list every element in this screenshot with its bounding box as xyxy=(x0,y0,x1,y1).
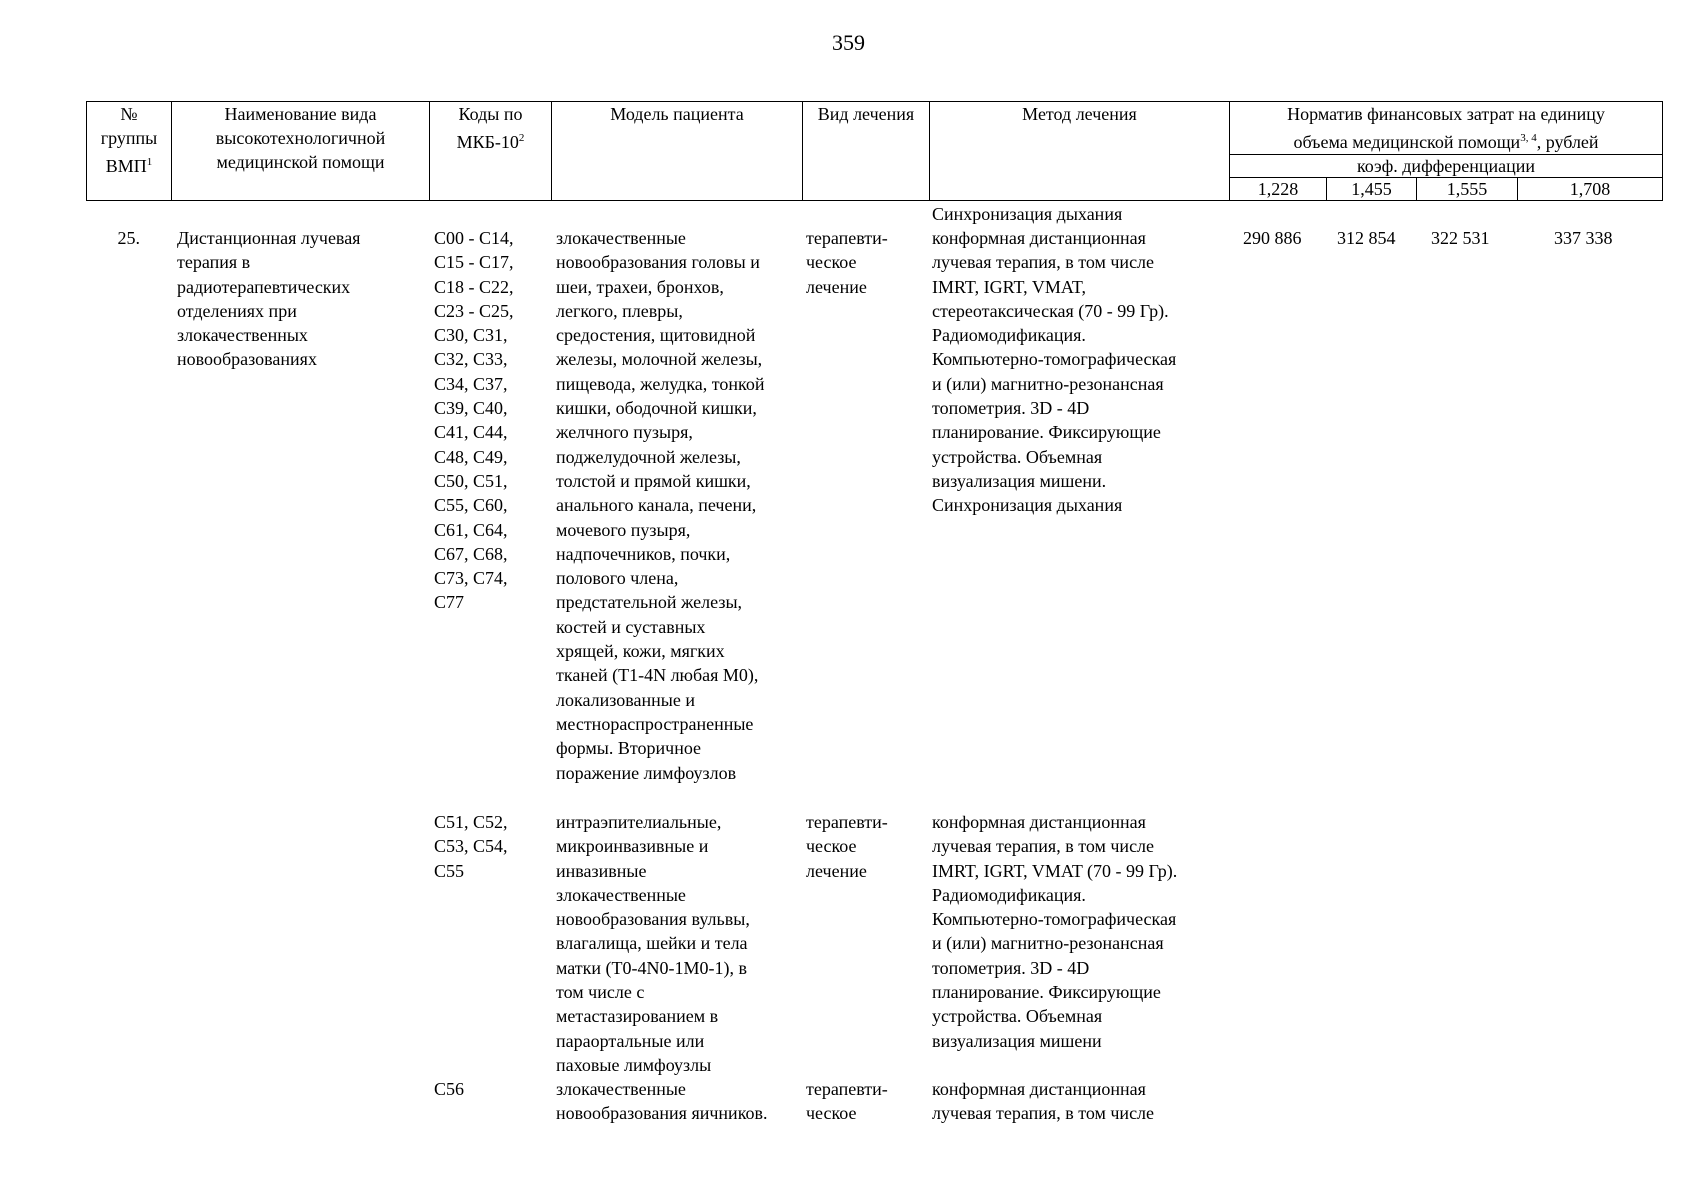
text-line: надпочечников, почки, xyxy=(556,543,731,564)
text-line: поджелудочной железы, xyxy=(556,446,741,467)
text-line: полового члена, xyxy=(556,568,679,589)
table-header xyxy=(86,101,1663,201)
text-line: новообразования вульвы, xyxy=(556,909,750,930)
row-treatment-method xyxy=(932,810,1177,1053)
row-cost-1: 290 886 xyxy=(1243,228,1302,248)
text-line: микроинвазивные и xyxy=(556,836,709,857)
row-treatment-type xyxy=(806,810,888,883)
text-line: желчного пузыря, xyxy=(556,422,693,443)
text-line: том числе с xyxy=(556,982,645,1003)
row-cost-2: 312 854 xyxy=(1337,228,1396,248)
text-line: C23 - C25, xyxy=(434,300,514,321)
text-line: шеи, трахеи, бронхов, xyxy=(556,276,724,297)
text-line: устройства. Объемная xyxy=(932,1006,1103,1027)
text-line: планирование. Фиксирующие xyxy=(932,422,1161,443)
header-cost-norm: Норматив финансовых затрат на единицу объема медицинской помощи$^{3, 4}$, рублей xyxy=(1230,102,1663,155)
text-line: C32, C33, xyxy=(434,349,508,370)
text-line: C55, C60, xyxy=(434,495,508,516)
row-treatment-method xyxy=(932,226,1176,518)
text-line: злокачественные xyxy=(556,1079,686,1099)
text-line: злокачественных xyxy=(177,325,308,346)
text-line: терапевти- xyxy=(806,1079,888,1099)
text-line: топометрия. 3D - 4D xyxy=(932,398,1090,419)
text-line: анального канала, печени, xyxy=(556,495,757,516)
text-line: поражение лимфоузлов xyxy=(556,762,737,783)
text-line: C30, C31, xyxy=(434,325,508,346)
text-line: локализованные и xyxy=(556,689,695,710)
text-line: метастазированием в xyxy=(556,1006,719,1027)
text-line: Синхронизация дыхания xyxy=(932,495,1123,516)
text-line: средостения, щитовидной xyxy=(556,325,756,346)
text-line: C77 xyxy=(434,592,465,613)
row-patient-model xyxy=(556,226,765,785)
header-coef-2: 1,455 xyxy=(1327,178,1417,201)
header-coef-1: 1,228 xyxy=(1230,178,1327,201)
text-line: C51, C52, xyxy=(434,812,508,832)
text-line: конформная дистанционная xyxy=(932,812,1146,832)
text-line: лучевая терапия, в том числе xyxy=(932,1103,1155,1124)
text-line: злокачественные xyxy=(556,228,686,248)
text-line: пищевода, желудка, тонкой xyxy=(556,373,765,394)
text-line: ческое xyxy=(806,252,857,273)
text-line: лучевая терапия, в том числе xyxy=(932,836,1155,857)
text-line: терапевти- xyxy=(806,228,888,248)
text-line: топометрия. 3D - 4D xyxy=(932,957,1090,978)
header-patient-model: Модель пациента xyxy=(552,102,803,201)
text-line: C18 - C22, xyxy=(434,276,514,297)
text-line: новообразованиях xyxy=(177,349,317,370)
text-line: радиотерапевтических xyxy=(177,276,351,297)
row-treatment-type xyxy=(806,226,888,299)
text-line: лучевая терапия, в том числе xyxy=(932,252,1155,273)
text-line: легкого, плевры, xyxy=(556,300,683,321)
text-line: C73, C74, xyxy=(434,568,508,589)
text-line: ческое xyxy=(806,836,857,857)
row-cost-3: 322 531 xyxy=(1431,228,1490,248)
text-line: Дистанционная лучевая xyxy=(177,228,361,248)
row-icd-codes xyxy=(434,810,508,883)
text-line: инвазивные xyxy=(556,860,647,881)
text-line: отделениях при xyxy=(177,300,297,321)
text-line: паховые лимфоузлы xyxy=(556,1054,712,1075)
text-line: терапевти- xyxy=(806,812,888,832)
text-line: формы. Вторичное xyxy=(556,738,702,759)
text-line: лечение xyxy=(806,860,867,881)
text-line: новообразования яичников. xyxy=(556,1103,768,1124)
text-line: Компьютерно-томографическая xyxy=(932,349,1177,370)
header-group-number: № группы ВМП$^1$ xyxy=(87,102,172,201)
text-line: IMRT, IGRT, VMAT, xyxy=(932,276,1087,297)
text-line: Радиомодификация. xyxy=(932,325,1086,346)
row-treatment-method xyxy=(932,1077,1154,1126)
text-line: Компьютерно-томографическая xyxy=(932,909,1177,930)
text-line: конформная дистанционная xyxy=(932,1079,1146,1099)
text-line: планирование. Фиксирующие xyxy=(932,982,1161,1003)
header-coef-label: коэф. дифференциации xyxy=(1230,155,1663,178)
header-coef-3: 1,555 xyxy=(1417,178,1518,201)
text-line: предстательной железы, xyxy=(556,592,743,613)
header-care-name: Наименование вида высокотехнологичной медицинской помощи xyxy=(172,102,430,201)
text-line: устройства. Объемная xyxy=(932,446,1103,467)
header-treatment-type: Вид лечения xyxy=(803,102,930,201)
row-method-continued: Синхронизация дыхания xyxy=(932,204,1123,224)
header-treatment-method: Метод лечения xyxy=(930,102,1230,201)
text-line: параортальные или xyxy=(556,1030,705,1051)
row-icd-codes xyxy=(434,226,514,615)
text-line: Радиомодификация. xyxy=(932,884,1086,905)
text-line: ческое xyxy=(806,1103,857,1124)
text-line: матки (T0-4N0-1M0-1), в xyxy=(556,957,748,978)
text-line: и (или) магнитно-резонансная xyxy=(932,933,1164,954)
text-line: лечение xyxy=(806,276,867,297)
text-line: тканей (T1-4N любая M0), xyxy=(556,665,759,686)
row-icd-codes xyxy=(434,1077,464,1101)
row-number: 25. xyxy=(117,228,140,248)
text-line: C41, C44, xyxy=(434,422,508,443)
text-line: новообразования головы и xyxy=(556,252,760,273)
text-line: интраэпителиальные, xyxy=(556,812,722,832)
text-line: IMRT, IGRT, VMAT (70 - 99 Гр). xyxy=(932,860,1178,881)
text-line: C15 - C17, xyxy=(434,252,514,273)
text-line: костей и суставных xyxy=(556,616,706,637)
text-line: влагалища, шейки и тела xyxy=(556,933,748,954)
text-line: злокачественные xyxy=(556,884,686,905)
text-line: C56 xyxy=(434,1079,465,1099)
text-line: стереотаксическая (70 - 99 Гр). xyxy=(932,300,1169,321)
text-line: конформная дистанционная xyxy=(932,228,1146,248)
text-line: терапия в xyxy=(177,252,251,273)
text-line: C39, C40, xyxy=(434,398,508,419)
text-line: толстой и прямой кишки, xyxy=(556,470,751,491)
text-line: C34, C37, xyxy=(434,373,508,394)
text-line: C00 - C14, xyxy=(434,228,514,248)
text-line: визуализация мишени xyxy=(932,1030,1102,1051)
text-line: C67, C68, xyxy=(434,543,508,564)
text-line: визуализация мишени. xyxy=(932,470,1107,491)
header-coef-4: 1,708 xyxy=(1518,178,1663,201)
text-line: C61, C64, xyxy=(434,519,508,540)
text-line: C48, C49, xyxy=(434,446,508,467)
row-care-name xyxy=(177,226,360,372)
text-line: C55 xyxy=(434,860,465,881)
text-line: мочевого пузыря, xyxy=(556,519,691,540)
page-number: 359 xyxy=(832,30,865,55)
text-line: и (или) магнитно-резонансная xyxy=(932,373,1164,394)
text-line: хрящей, кожи, мягких xyxy=(556,641,725,662)
row-patient-model xyxy=(556,810,750,1077)
row-treatment-type xyxy=(806,1077,888,1126)
header-icd-codes: Коды по МКБ-$10^2$ xyxy=(430,102,552,201)
text-line: кишки, ободочной кишки, xyxy=(556,398,757,419)
row-patient-model xyxy=(556,1077,768,1126)
text-line: местнораспространенные xyxy=(556,713,754,734)
text-line: C53, C54, xyxy=(434,836,508,857)
row-cost-4: 337 338 xyxy=(1554,228,1613,248)
text-line: C50, C51, xyxy=(434,470,508,491)
text-line: железы, молочной железы, xyxy=(556,349,763,370)
